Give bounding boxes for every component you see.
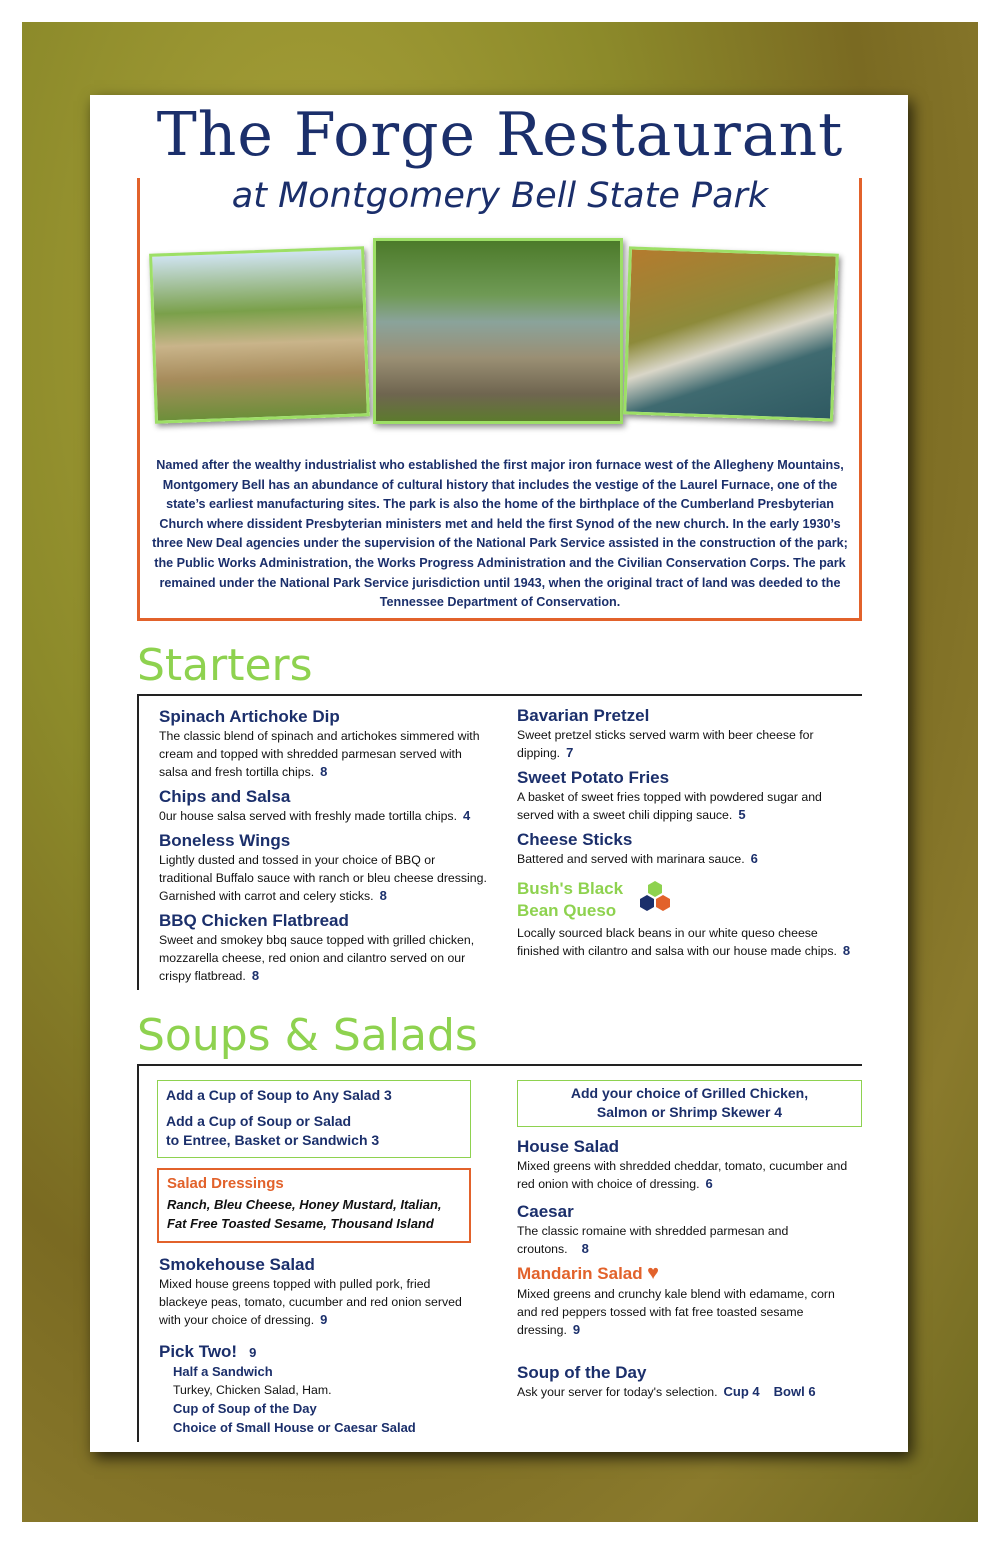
item-price: 9 [572,1322,581,1337]
photo-aerial-lodge [623,246,839,421]
menu-item [517,1262,862,1339]
item-price: 5 [738,807,746,822]
item-price: 8 [251,968,260,983]
smokehouse-salad [159,1255,479,1329]
item-price: 8 [379,888,387,903]
pick-two [159,1342,479,1437]
salad-dressings-box [157,1168,471,1243]
menu-item [517,706,862,762]
dressings-line2: Fat Free Toasted Sesame, Thousand Island [167,1216,434,1231]
featured-name-line1: Bush's Black [517,879,624,898]
addon-text: Add a Cup of Soup to Any Salad [166,1087,381,1103]
item-price: 4 [463,808,471,823]
menu-item [159,787,489,825]
dressings-title: Salad Dressings [167,1175,284,1192]
item-name: House Salad [517,1137,620,1156]
menu-item [517,768,862,824]
item-name: Chips and Salsa [159,787,291,806]
item-desc: Mixed house greens topped with pulled pork, fried blackeye peas, tomato, cucumber and red onion served with your choice of dressing. [159,1277,462,1327]
protein-addon-box [517,1080,862,1127]
addon-line1: Add your choice of Grilled Chicken, [570,1085,809,1101]
item-price: 6 [705,1176,713,1191]
pick-option: Cup of Soup of the Day [173,1401,317,1416]
addon-text-line2: to Entree, Basket or Sandwich [166,1132,368,1148]
item-name: Cheese Sticks [517,830,633,849]
history-paragraph: Named after the wealthy industrialist who established the first major iron furnace west of the Allegheny Mountains, Montgomery Bell has an abundance of cultural history that includes the vestige of the Laurel Furnace, one of the state’s earliest manufacturing sites. The park is also the home of the birthplace of the Cumberland Presbyterian Church where dissident Presbyterian ministers met and held the first Synod of the new church. In the early 1930’s three New Deal agencies under the supervision of the National Park Service assisted in the construction of the park; the Public Works Administration, the Works Progress Administration and the Civilian Conservation Corps. The park remained under the National Park Service jurisdiction until 1943, when the original tract of land was deeded to the Tennessee Department of Conservation. [152,458,848,610]
heart-icon: ♥ [647,1262,659,1284]
restaurant-subtitle: at Montgomery Bell State Park [231,176,769,216]
bowl-price: Bowl 6 [773,1384,816,1399]
right-salads [517,1137,862,1401]
item-price: 6 [750,851,758,866]
item-price: 7 [566,745,574,760]
local-sourced-hexagon-badge-icon [637,880,673,916]
menu-item [517,1363,862,1401]
menu-item [159,707,489,781]
item-price: 8 [842,943,851,958]
item-price: 8 [320,764,328,779]
item-name: Bavarian Pretzel [517,706,650,725]
addon-price: 3 [384,1087,392,1103]
item-name: Boneless Wings [159,831,291,850]
photo-lake-dam [373,238,623,424]
restaurant-title: The Forge Restaurant [156,100,844,170]
item-name: Caesar [517,1202,574,1221]
item-name: Soup of the Day [517,1363,647,1382]
item-name: Spinach Artichoke Dip [159,707,340,726]
menu-item [159,911,489,985]
addon-price: 4 [774,1104,783,1120]
photo-church [149,246,370,423]
pick-option: Choice of Small House or Caesar Salad [173,1420,416,1435]
item-desc: 0ur house salsa served with freshly made tortilla chips. [159,809,457,823]
item-desc: Mixed greens and crunchy kale blend with edamame, corn and red peppers tossed with fat free toasted sesame dressing. [517,1287,835,1337]
item-desc: A basket of sweet fries topped with powdered sugar and served with a sweet chili dipping sauce. [517,790,822,822]
item-desc: The classic romaine with shredded parmesan and croutons. [517,1224,789,1256]
pick-option-desc: Turkey, Chicken Salad, Ham. [173,1383,332,1397]
item-desc: Sweet and smokey bbq sauce topped with grilled chicken, mozzarella cheese, red onion and cilantro served on our crispy flatbread. [159,933,475,983]
starters-right-column [517,706,862,960]
item-name: Sweet Potato Fries [517,768,670,787]
addon-text-line1: Add a Cup of Soup or Salad [166,1113,352,1129]
featured-name-line2: Bean Queso [517,901,617,920]
soups-salads-heading: Soups & Salads [137,1010,478,1061]
addon-price: 3 [371,1132,380,1148]
starters-heading: Starters [137,640,313,691]
item-name: BBQ Chicken Flatbread [159,911,349,930]
item-desc: Battered and served with marinara sauce. [517,852,745,866]
pick-option: Half a Sandwich [173,1364,273,1379]
starters-left-column [159,707,489,985]
menu-item [159,831,489,905]
item-name: Smokehouse Salad [159,1255,315,1274]
item-price: 8 [581,1241,589,1256]
addon-line2: Salmon or Shrimp Skewer [596,1104,771,1120]
item-desc: Lightly dusted and tossed in your choice of BBQ or traditional Buffalo sauce with ranch or bleu cheese dressing. Garnished with carrot and celery sticks. [159,853,487,903]
menu-item [517,1137,862,1193]
dressings-line1: Ranch, Bleu Cheese, Honey Mustard, Italian, [167,1197,442,1212]
item-desc: Mixed greens with shredded cheddar, tomato, cucumber and red onion with choice of dressing. [517,1159,848,1191]
item-price: 9 [249,1345,257,1360]
item-desc: Ask your server for today's selection. [517,1385,718,1399]
item-name: Pick Two! [159,1342,238,1361]
item-desc: Sweet pretzel sticks served warm with beer cheese for dipping. [517,728,814,760]
menu-item [517,830,862,868]
cup-price: Cup 4 [723,1384,760,1399]
item-price: 9 [320,1312,328,1327]
menu-item [517,1202,862,1258]
item-name: Mandarin Salad [517,1264,643,1283]
item-desc: The classic blend of spinach and artichokes simmered with cream and topped with shredded parmesan served with salsa and fresh tortilla chips. [159,729,480,779]
featured-item [517,878,862,960]
item-desc: Locally sourced black beans in our white queso cheese finished with cilantro and salsa with our house made chips. [517,926,837,958]
soup-addon-box [157,1080,471,1158]
